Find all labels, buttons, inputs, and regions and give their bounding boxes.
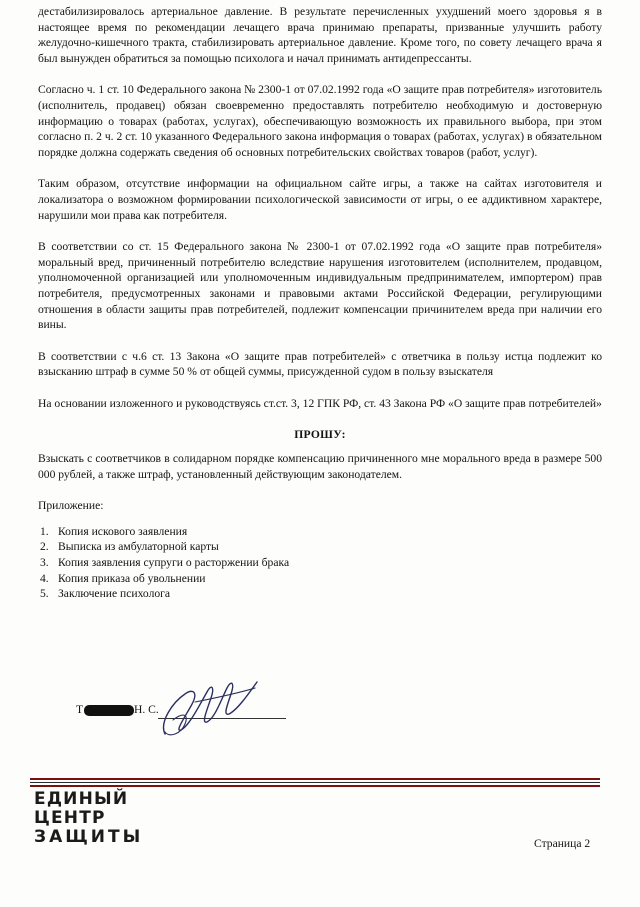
attachment-item: Заключение психолога — [58, 587, 171, 601]
request-text: Взыскать с соответчиков в солидарном порядке компенсацию причиненного мне морального вреда в размере 500 000 рублей, а также штраф, установленный действующим законодателем. — [38, 452, 602, 481]
paragraph-law-article-13: В соответствии с ч.6 ст. 13 Закона «О защите прав потребителей» с ответчика в пользу истца подлежит ко взысканию штраф в сумме 50 % от общей суммы, присужденной судом в пользу взыскателя — [38, 349, 602, 379]
attachments-list — [38, 524, 602, 602]
footer-band-rule — [30, 782, 600, 783]
document-body — [38, 4, 602, 602]
logo-line: ЕДИНЫЙ — [34, 789, 129, 809]
signer-initials: Н. С. — [134, 703, 159, 716]
logo-line: ЗАЩИТЫ — [34, 827, 144, 847]
handwritten-signature — [155, 672, 265, 744]
page-number: Страница 2 — [534, 837, 591, 850]
paragraph-conclusion: Таким образом, отсутствие информации на официальном сайте игры, а также на сайтах изготовителя и локализатора о возможном формировании психологической зависимости от игры, о ее аддиктивном характере, нарушили мои права как потребителя. — [38, 177, 602, 222]
footer-band — [30, 778, 600, 780]
paragraph-law-article-10: Согласно ч. 1 ст. 10 Федерального закона № 2300-1 от 07.02.1992 года «О защите прав потребителя» изготовитель (исполнитель, продавец) обязан своевременно предоставлять потребителю необходимую и достоверную информацию о товарах (работах, услугах), обеспечивающую возможность их правильного выбора, при этом согласно п. 2 ч. 2 ст. 10 указанного Федерального закона информация о товарах (работах, услугах) в обязательном порядке должна содержать сведения об основных потребительских свойствах товаров (работ, услуг). — [38, 83, 602, 159]
request-heading: ПРОШУ: — [294, 428, 346, 442]
company-logo — [34, 790, 154, 847]
attachment-item: Выписка из амбулаторной карты — [58, 540, 219, 554]
paragraph-health: дестабилизировалось артериальное давление. В результате перечисленных ухудшений моего здоровья я в настоящее время по рекомендации лечащего врача принимаю препараты, призванные улучшить работу желудочно-кишечного тракта, стабилизировать артериальное давление. Кроме того, по совету лечащего врача я был вынужден обратиться за помощью психолога и начал принимать антидепрессанты. — [38, 5, 602, 65]
paragraph-grounds: На основании изложенного и руководствуясь ст.ст. 3, 12 ГПК РФ, ст. 43 Закона РФ «О защите прав потребителей» — [38, 396, 602, 410]
attachment-item: Копия приказа об увольнении — [58, 571, 206, 585]
redacted-surname — [84, 705, 134, 716]
attachment-item: Копия заявления супруги о расторжении брака — [58, 556, 290, 570]
footer-band — [30, 785, 600, 787]
attachment-item: Копия искового заявления — [58, 524, 188, 538]
logo-line: ЦЕНТР — [34, 808, 106, 828]
signer-initial: Т — [76, 703, 84, 716]
paragraph-law-article-15: В соответствии со ст. 15 Федерального закона № 2300-1 от 07.02.1992 года «О защите прав потребителя» моральный вред, причиненный потребителю вследствие нарушения изготовителем (исполнителем, продавцом, уполномоченной организацией или уполномоченным индивидуальным предпринимателем, импортером) прав потребителя, предусмотренных законами и правовыми актами Российской Федерации, регулирующими отношения в области защиты прав потребителей, подлежит компенсации причинителем вреда при наличии его вины. — [38, 240, 602, 332]
attachments-label: Приложение: — [38, 499, 104, 513]
